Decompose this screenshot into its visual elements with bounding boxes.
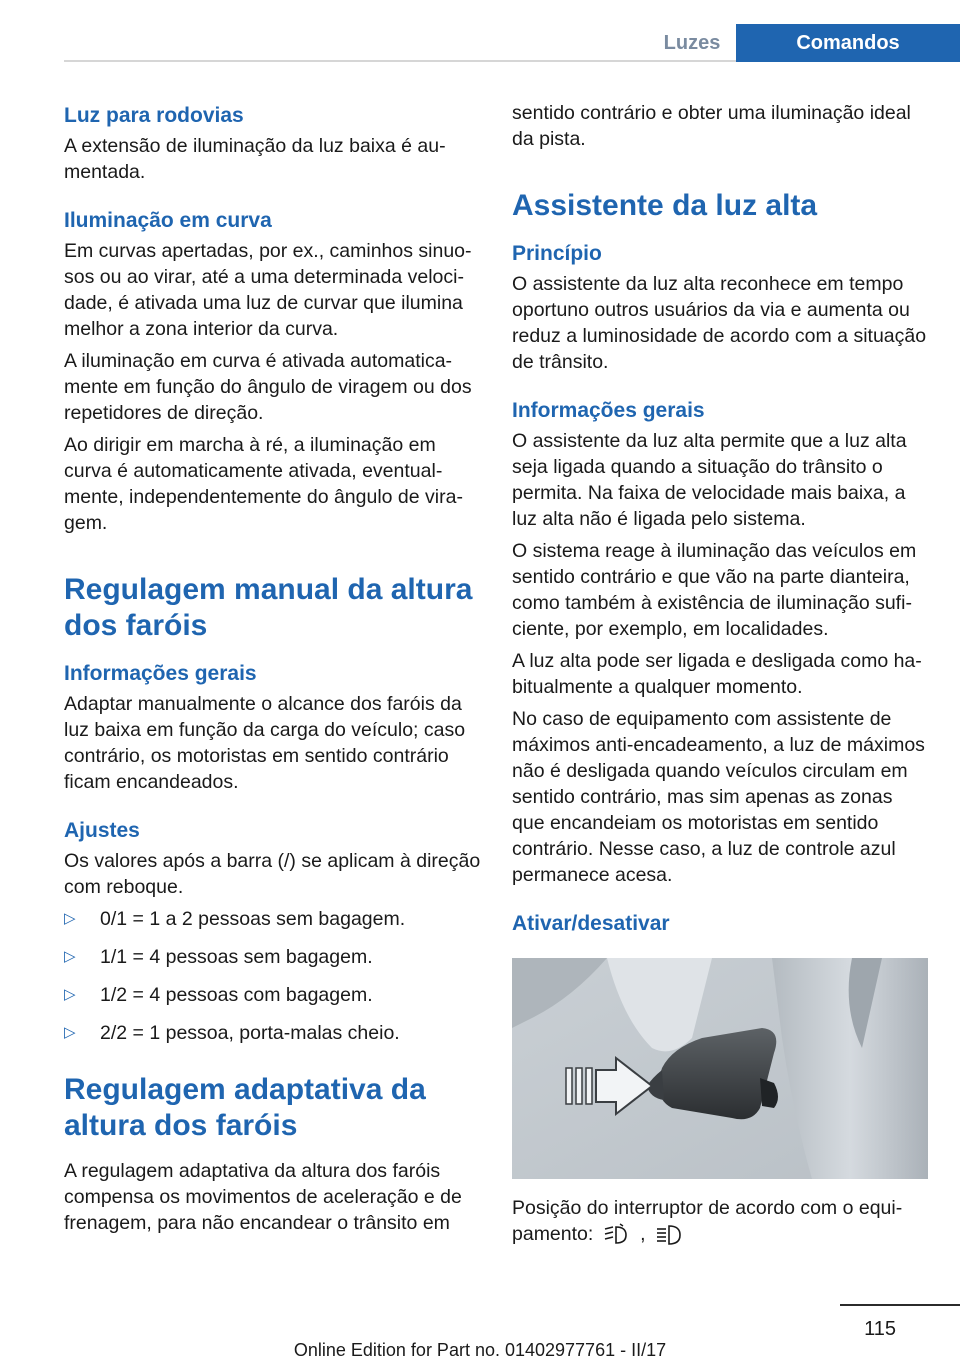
list-item: ▷ 1/1 = 4 pessoas sem bagagem. <box>64 946 373 968</box>
triangle-bullet-icon: ▷ <box>64 986 76 1003</box>
heading-principio: Princípio <box>512 242 602 265</box>
heading-ativar-desativar: Ativar/desativar <box>512 912 670 935</box>
triangle-bullet-icon: ▷ <box>64 1024 76 1041</box>
figure-caption: Posição do interruptor de acordo com o equipamento: , <box>512 1197 903 1245</box>
paragraph: A luz alta pode ser ligada e desligada como habitualmente a qualquer momento. <box>512 650 922 698</box>
heading-iluminacao-curva: Iluminação em curva <box>64 209 272 232</box>
paragraph: O assistente da luz alta reconhece em tempo oportuno outros usuários da via e aumenta ou reduz a luminosidade de acordo com a situação de trânsito. <box>512 273 927 373</box>
ajustes-list <box>64 906 482 1052</box>
right-column <box>512 100 930 1253</box>
heading-luz-rodovias: Luz para rodovias <box>64 104 244 127</box>
high-beam-assist-icon <box>603 1223 631 1247</box>
tab-section-luzes[interactable]: Luzes <box>663 31 721 54</box>
edition-footer: Online Edition for Part no. 01402977761 - II/17 <box>293 1340 667 1360</box>
tab-section-comandos[interactable]: Comandos <box>736 24 960 62</box>
paragraph: Ao dirigir em marcha à ré, a iluminação em curva é automaticamente ativada, eventualmente, independentemente do ângulo de viragem. <box>64 434 463 534</box>
paragraph: sentido contrário e obter uma iluminação ideal da pista. <box>512 102 911 150</box>
heading-assistente-luz-alta: Assistente da luz alta <box>512 189 818 222</box>
paragraph: A iluminação em curva é ativada automaticamente em função do ângulo de viragem ou dos repetidores de direção. <box>64 350 472 424</box>
lever-switch-illustration <box>512 958 928 1179</box>
heading-regulagem-manual: Regulagem manual da altura dos faróis <box>64 573 473 642</box>
paragraph: O sistema reage à iluminação das veículos em sentido contrário e que vão na parte dianteira, como também à existência de iluminação suficiente, por exemplo, em localidades. <box>512 540 917 640</box>
triangle-bullet-icon: ▷ <box>64 948 76 965</box>
heading-regulagem-adaptativa: Regulagem adaptativa da altura dos faróis <box>64 1073 426 1142</box>
triangle-bullet-icon: ▷ <box>64 910 76 927</box>
paragraph: No caso de equipamento com assistente de máximos anti-encadeamento, a luz de máximos não é desligada quando veículos circulam em sentido contrário, mas sim apenas as zonas que encandeiam os motoristas em sentido contrário. Nesse caso, a luz de controle azul permanece acesa. <box>512 708 925 886</box>
switch-photo <box>512 958 928 1179</box>
paragraph: Os valores após a barra (/) se aplicam à direção com reboque. <box>64 850 481 898</box>
heading-informacoes-gerais-2: Informações gerais <box>512 399 705 422</box>
heading-ajustes: Ajustes <box>64 819 140 842</box>
paragraph: Adaptar manualmente o alcance dos faróis da luz baixa em função da carga do veículo; caso contrário, os motoristas em sentido contrário ficam encandeados. <box>64 693 466 793</box>
paragraph: A extensão de iluminação da luz baixa é aumentada. <box>64 135 446 183</box>
left-column <box>64 100 482 1242</box>
high-beam-icon <box>655 1223 683 1247</box>
heading-informacoes-gerais: Informações gerais <box>64 662 257 685</box>
list-item: ▷ 1/2 = 4 pessoas com bagagem. <box>64 984 373 1006</box>
paragraph: A regulagem adaptativa da altura dos faróis compensa os movimentos de aceleração e de frenagem, para não encandear o trânsito em <box>64 1160 462 1234</box>
list-item: ▷ 2/2 = 1 pessoa, porta-malas cheio. <box>64 1022 400 1044</box>
paragraph: O assistente da luz alta permite que a luz alta seja ligada quando a situação do trânsito o permita. Na faixa de velocidade mais baixa, a luz alta não é ligada pelo sistema. <box>512 430 907 530</box>
footer-rule <box>840 1304 960 1306</box>
list-item: ▷ 0/1 = 1 a 2 pessoas sem bagagem. <box>64 908 406 930</box>
paragraph: Em curvas apertadas, por ex., caminhos sinuosos ou ao virar, até a uma determinada velocidade, é ativada uma luz de curvar que ilumina melhor a zona interior da curva. <box>64 240 472 340</box>
page-number: 115 <box>864 1318 896 1340</box>
